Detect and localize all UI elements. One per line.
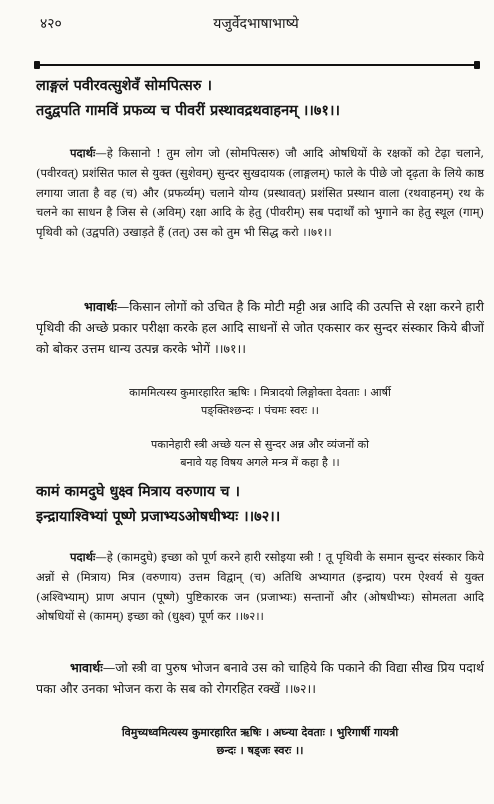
rishi-devata-73	[36, 724, 484, 760]
padartha-label: पदार्थः	[70, 550, 96, 564]
rishi-73-line-1: विमुच्यध्वमित्यस्य कुमारहारित ऋषिः । अघ्न्या देवताः । भुरिगार्षी गायत्री	[121, 726, 399, 739]
mantra-72-line-1: कामं कामदुघे धुक्ष्व मित्राय वरुणाय च ।	[36, 483, 241, 500]
bhavartha-label: भावार्थः	[84, 299, 117, 314]
rishi-devata-72	[36, 384, 484, 420]
intro-72-line-1: पकानेहारी स्त्री अच्छे यत्न से सुन्दर अन्न और व्यंजनों को	[151, 438, 369, 451]
padartha-71-text: —हे किसानो ! तुम लोग जो (सोमपित्सरु) जौ आदि ओषधियों के रक्षकों को टेढ़ा चलाने, (पवीरवत्) प्रशंसित फाल से युक्त (सुशेवम्) सुन्दर सुखदायक (लाङ्गलम्) फाले के पीछे जो दृढ़ता के लिये काष्ठ लगाया जाता है वह (च) और (प्रफर्व्यम्) चलाने योग्य (प्रस्थावत्) प्रशंसित प्रस्थान वाला (रथवाहनम्) रथ के चलने का साधन है जिस से (अविम्) रक्षा आदि के हेतु (पीवरीम्) सब पदार्थों को भुगाने का हेतु स्थूल (गाम्) पृथिवी को (उद्वपति) उखाड़ते हैं (तत्) उस को तुम भी सिद्ध करो ।।७१।।	[36, 146, 484, 240]
running-title: यजुर्वेदभाषाभाष्ये	[213, 16, 299, 32]
bhavartha-72-text: —जो स्त्री वा पुरुष भोजन बनावे उस को चाहिये कि पकाने की विद्या सीख प्रिय पदार्थ पका और उनका भोजन करा के सब को रोगरहित रक्खें ।।७२।।	[36, 660, 484, 696]
bhavartha-71-text: —किसान लोगों को उचित है कि मोटी मट्टी अन्न आदि की उत्पत्ति से रक्षा करने हारी पृथिवी की अच्छे प्रकार परीक्षा करके हल आदि साधनों से जोत एकसार कर सुन्दर संस्कार किये बीजों को बोकर उत्तम धान्य उत्पन्न करके भोगें ।।७१।।	[36, 299, 484, 356]
mantra-72	[36, 480, 484, 529]
rishi-72-line-1: काममित्यस्य कुमारहारित ऋषिः । मित्रादयो लिङ्गोक्ता देवताः । आर्षी	[129, 386, 391, 399]
padartha-label: पदार्थः	[70, 146, 96, 160]
padartha-72	[36, 548, 484, 627]
rishi-72-line-2: पङ्क्तिश्छन्दः । पंचमः स्वरः ।।	[201, 404, 319, 417]
bhavartha-72	[36, 657, 484, 699]
page-number: ४२०	[40, 16, 62, 32]
rishi-73-line-2: छन्दः । षड्जः स्वरः ।।	[216, 744, 304, 757]
bhavartha-label: भावार्थः	[70, 660, 103, 675]
padartha-71	[36, 144, 484, 243]
intro-72	[36, 436, 484, 472]
intro-72-line-2: बनावे यह विषय अगले मन्त्र में कहा है ।।	[180, 456, 340, 469]
bhavartha-71	[36, 296, 484, 359]
mantra-71-line-2: तदुद्वपति गामविं प्रफव्य च पीवरीं प्रस्थावद्रथवाहनम् ।।७१।।	[36, 101, 340, 119]
padartha-72-text: —हे (कामदुघे) इच्छा को पूर्ण करने हारी रसोइया स्त्री ! तू पृथिवी के समान सुन्दर संस्कार किये अन्नों से (मित्राय) मित्र (वरुणाय) उत्तम विद्वान् (च) अतिथि अभ्यागत (इन्द्राय) परम ऐश्वर्य से युक्त (अश्विभ्याम्) प्राण अपान (पूष्णे) पुष्टिकारक जन (प्रजाभ्यः) सन्तानों और (ओषधीभ्यः) सोमलता आदि ओषधियों से (कामम्) इच्छा को (धुक्ष्व) पूर्ण कर ।।७२।।	[36, 550, 484, 624]
mantra-71-line-1: लाङ्गलं पवीरवत्सुशेवँ सोमपित्सरु ।	[36, 77, 212, 94]
mantra-72-line-2: इन्द्रायाश्विभ्यां पूष्णे प्रजाभ्यऽओषधीभ्यः ।।७२।।	[36, 507, 281, 525]
page-header	[40, 12, 472, 38]
header-rule	[38, 64, 476, 66]
mantra-71	[36, 74, 484, 123]
